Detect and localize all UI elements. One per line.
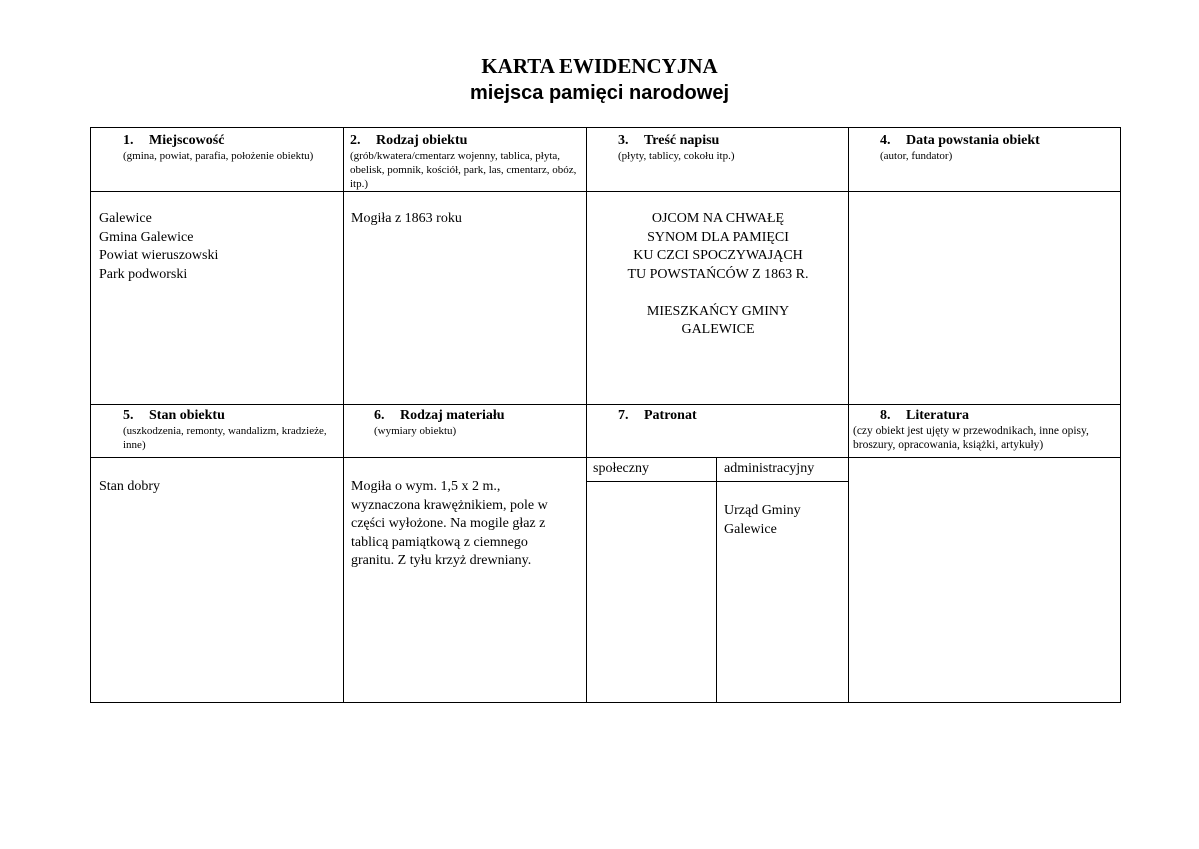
rule-col-3-4 [848, 128, 849, 702]
inscription-spacer [588, 284, 848, 303]
inscription-line: OJCOM NA CHWAŁĘ [651, 211, 785, 226]
value-miejscowosc [99, 210, 339, 284]
patronat-spoleczny-label [593, 460, 713, 479]
header-label: Stan obiektu [149, 408, 225, 423]
material-line: granitu. Z tyłu krzyż drewniany. [351, 553, 532, 568]
document-title: KARTA EWIDENCYJNA [481, 54, 718, 78]
rule-under-top-headers [91, 191, 1120, 192]
material-line: wyznaczona krawężnikiem, pole w [351, 497, 548, 513]
patronat-social-label-text: społeczny [593, 461, 649, 476]
header-label: Miejscowość [149, 133, 225, 148]
value-stan-obiektu [99, 478, 339, 497]
header-description: (czy obiekt jest ujęty w przewodnikach, inne opisy, broszury, opracowania, książki, artykuły) [853, 425, 1089, 451]
location-line: Powiat wieruszowski [99, 248, 219, 263]
rule-above-bottom-headers [91, 404, 1120, 405]
value-rodzaj-obiektu [351, 210, 581, 229]
patronat-admin-label-text: administracyjny [724, 461, 815, 476]
patronat-admin-line: Urząd Gminy [724, 503, 801, 518]
rule-col-2-3 [586, 128, 587, 702]
header-number: 4. [880, 133, 891, 148]
header-label: Rodzaj obiektu [376, 133, 468, 148]
header-literatura [853, 407, 1118, 452]
header-label: Literatura [906, 408, 969, 423]
header-label: Rodzaj materiału [400, 408, 505, 423]
patronat-administracyjny-label [724, 460, 846, 479]
header-number: 8. [880, 408, 891, 423]
header-rodzaj-obiektu [350, 132, 582, 191]
header-data-powstania [880, 132, 1118, 163]
header-number: 7. [618, 408, 629, 423]
value-tresc-napisu [588, 210, 848, 340]
inscription-line: GALEWICE [681, 322, 755, 337]
location-line: Gmina Galewice [99, 229, 194, 245]
header-description: (grób/kwatera/cmentarz wojenny, tablica, płyta, obelisk, pomnik, kościół, park, las, cmentarz, obóz, itp.) [350, 150, 577, 190]
header-label: Treść napisu [644, 133, 720, 148]
document-subtitle: miejsca pamięci narodowej [470, 82, 729, 104]
record-card-table [90, 127, 1121, 703]
header-number: 3. [618, 133, 629, 148]
header-description: (autor, fundator) [880, 150, 953, 162]
header-number: 6. [374, 408, 385, 423]
location-line: Park podworski [99, 266, 188, 282]
rule-patronat-split [716, 457, 717, 702]
inscription-line: SYNOM DLA PAMIĘCI [647, 229, 789, 245]
header-label: Patronat [644, 408, 697, 423]
header-miejscowosc [123, 132, 338, 163]
inscription-line: MIESZKAŃCY GMINY [646, 303, 790, 319]
location-line: Galewice [99, 211, 152, 226]
header-number: 5. [123, 408, 134, 423]
header-description: (płyty, tablicy, cokołu itp.) [618, 150, 735, 162]
material-line: Mogiła o wym. 1,5 x 2 m., [351, 479, 501, 494]
header-description: (uszkodzenia, remonty, wandalizm, kradzieże, inne) [123, 425, 327, 451]
inscription-line: KU CZCI SPOCZYWAJĄCH [633, 248, 803, 263]
header-rodzaj-materialu [374, 407, 584, 438]
patronat-admin-line: Galewice [724, 521, 777, 537]
rule-under-bottom-headers [91, 457, 1120, 458]
material-line: tablicą pamiątkową z ciemnego [351, 534, 528, 550]
inscription-line: TU POWSTAŃCÓW Z 1863 R. [627, 266, 809, 282]
value-patronat-administracyjny [724, 502, 846, 539]
header-patronat [618, 407, 843, 424]
header-description: (wymiary obiektu) [374, 425, 457, 437]
rule-under-patronat-labels [586, 481, 848, 482]
header-number: 1. [123, 133, 134, 148]
value-rodzaj-materialu [351, 478, 583, 571]
material-line: części wyłożone. Na mogile głaz z [351, 516, 546, 531]
object-type-text: Mogiła z 1863 roku [351, 211, 462, 226]
header-number: 2. [350, 133, 361, 148]
header-description: (gmina, powiat, parafia, położenie obiektu) [123, 150, 314, 162]
header-stan-obiektu [123, 407, 338, 452]
rule-col-1-2 [343, 128, 344, 702]
header-tresc-napisu [618, 132, 843, 163]
header-label: Data powstania obiekt [906, 133, 1040, 148]
condition-text: Stan dobry [99, 479, 161, 494]
